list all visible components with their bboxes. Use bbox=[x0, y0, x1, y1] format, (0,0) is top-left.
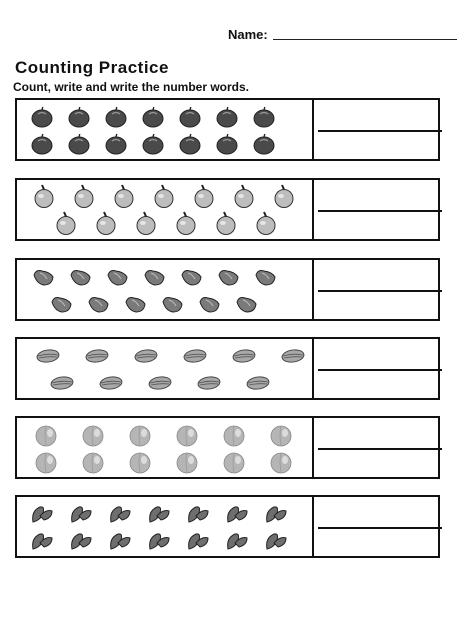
round-fruit-icon bbox=[272, 186, 296, 208]
apple-icon bbox=[178, 106, 202, 128]
pear-icon bbox=[180, 266, 204, 288]
exercise-row-3 bbox=[15, 258, 440, 321]
mango-leaf-icon bbox=[225, 530, 249, 552]
answer-divider bbox=[312, 418, 314, 477]
peach-icon bbox=[128, 424, 152, 446]
apple-icon bbox=[67, 133, 91, 155]
mango-leaf-icon bbox=[30, 503, 54, 525]
pear-icon bbox=[50, 293, 74, 315]
round-fruit-icon bbox=[192, 186, 216, 208]
mango-leaf-icon bbox=[264, 530, 288, 552]
worksheet-title: Counting Practice bbox=[15, 58, 169, 77]
round-fruit-icon bbox=[32, 186, 56, 208]
pear-icon bbox=[106, 266, 130, 288]
round-fruit-icon bbox=[232, 186, 256, 208]
mango-leaf-icon bbox=[186, 503, 210, 525]
peach-icon bbox=[128, 451, 152, 473]
starfruit-icon bbox=[134, 345, 158, 367]
apple-icon bbox=[215, 133, 239, 155]
apple-icon bbox=[215, 106, 239, 128]
fruit-picture-area bbox=[17, 418, 312, 477]
fruit-picture-area bbox=[17, 100, 312, 159]
starfruit-icon bbox=[232, 345, 256, 367]
number-answer-line[interactable] bbox=[318, 527, 442, 529]
number-answer-line[interactable] bbox=[318, 290, 442, 292]
round-fruit-icon bbox=[152, 186, 176, 208]
apple-icon bbox=[67, 106, 91, 128]
mango-leaf-icon bbox=[147, 530, 171, 552]
apple-icon bbox=[141, 133, 165, 155]
round-fruit-icon bbox=[214, 213, 238, 235]
number-answer-line[interactable] bbox=[318, 210, 442, 212]
peach-icon bbox=[175, 451, 199, 473]
mango-leaf-icon bbox=[108, 530, 132, 552]
pear-icon bbox=[198, 293, 222, 315]
apple-icon bbox=[252, 133, 276, 155]
fruit-picture-area bbox=[17, 260, 312, 319]
answer-divider bbox=[312, 497, 314, 556]
starfruit-icon bbox=[183, 345, 207, 367]
number-answer-line[interactable] bbox=[318, 448, 442, 450]
pear-icon bbox=[87, 293, 111, 315]
pear-icon bbox=[143, 266, 167, 288]
fruit-picture-area bbox=[17, 339, 312, 398]
fruit-picture-area bbox=[17, 180, 312, 239]
peach-icon bbox=[81, 424, 105, 446]
number-answer-line[interactable] bbox=[318, 130, 442, 132]
apple-icon bbox=[104, 106, 128, 128]
mango-leaf-icon bbox=[147, 503, 171, 525]
peach-icon bbox=[222, 424, 246, 446]
mango-leaf-icon bbox=[69, 503, 93, 525]
peach-icon bbox=[269, 451, 293, 473]
exercise-row-6 bbox=[15, 495, 440, 558]
pear-icon bbox=[161, 293, 185, 315]
answer-divider bbox=[312, 180, 314, 239]
answer-divider bbox=[312, 339, 314, 398]
exercise-row-5 bbox=[15, 416, 440, 479]
round-fruit-icon bbox=[54, 213, 78, 235]
apple-icon bbox=[178, 133, 202, 155]
round-fruit-icon bbox=[174, 213, 198, 235]
round-fruit-icon bbox=[94, 213, 118, 235]
starfruit-icon bbox=[85, 345, 109, 367]
exercise-row-1 bbox=[15, 98, 440, 161]
mango-leaf-icon bbox=[69, 530, 93, 552]
starfruit-icon bbox=[281, 345, 305, 367]
apple-icon bbox=[104, 133, 128, 155]
peach-icon bbox=[81, 451, 105, 473]
pear-icon bbox=[254, 266, 278, 288]
starfruit-icon bbox=[99, 372, 123, 394]
round-fruit-icon bbox=[254, 213, 278, 235]
apple-icon bbox=[252, 106, 276, 128]
mango-leaf-icon bbox=[30, 530, 54, 552]
answer-divider bbox=[312, 100, 314, 159]
starfruit-icon bbox=[36, 345, 60, 367]
mango-leaf-icon bbox=[225, 503, 249, 525]
name-write-line[interactable] bbox=[273, 39, 457, 40]
peach-icon bbox=[175, 424, 199, 446]
number-answer-line[interactable] bbox=[318, 369, 442, 371]
pear-icon bbox=[235, 293, 259, 315]
exercise-row-2 bbox=[15, 178, 440, 241]
peach-icon bbox=[222, 451, 246, 473]
peach-icon bbox=[269, 424, 293, 446]
mango-leaf-icon bbox=[108, 503, 132, 525]
pear-icon bbox=[69, 266, 93, 288]
answer-divider bbox=[312, 260, 314, 319]
starfruit-icon bbox=[246, 372, 270, 394]
mango-leaf-icon bbox=[186, 530, 210, 552]
apple-icon bbox=[141, 106, 165, 128]
pear-icon bbox=[217, 266, 241, 288]
peach-icon bbox=[34, 424, 58, 446]
worksheet-instructions: Count, write and write the number words. bbox=[13, 80, 250, 94]
apple-icon bbox=[30, 133, 54, 155]
round-fruit-icon bbox=[112, 186, 136, 208]
name-label: Name: bbox=[228, 27, 268, 42]
fruit-picture-area bbox=[17, 497, 312, 556]
round-fruit-icon bbox=[72, 186, 96, 208]
apple-icon bbox=[30, 106, 54, 128]
pear-icon bbox=[32, 266, 56, 288]
starfruit-icon bbox=[197, 372, 221, 394]
pear-icon bbox=[124, 293, 148, 315]
exercise-row-4 bbox=[15, 337, 440, 400]
round-fruit-icon bbox=[134, 213, 158, 235]
starfruit-icon bbox=[148, 372, 172, 394]
mango-leaf-icon bbox=[264, 503, 288, 525]
peach-icon bbox=[34, 451, 58, 473]
starfruit-icon bbox=[50, 372, 74, 394]
